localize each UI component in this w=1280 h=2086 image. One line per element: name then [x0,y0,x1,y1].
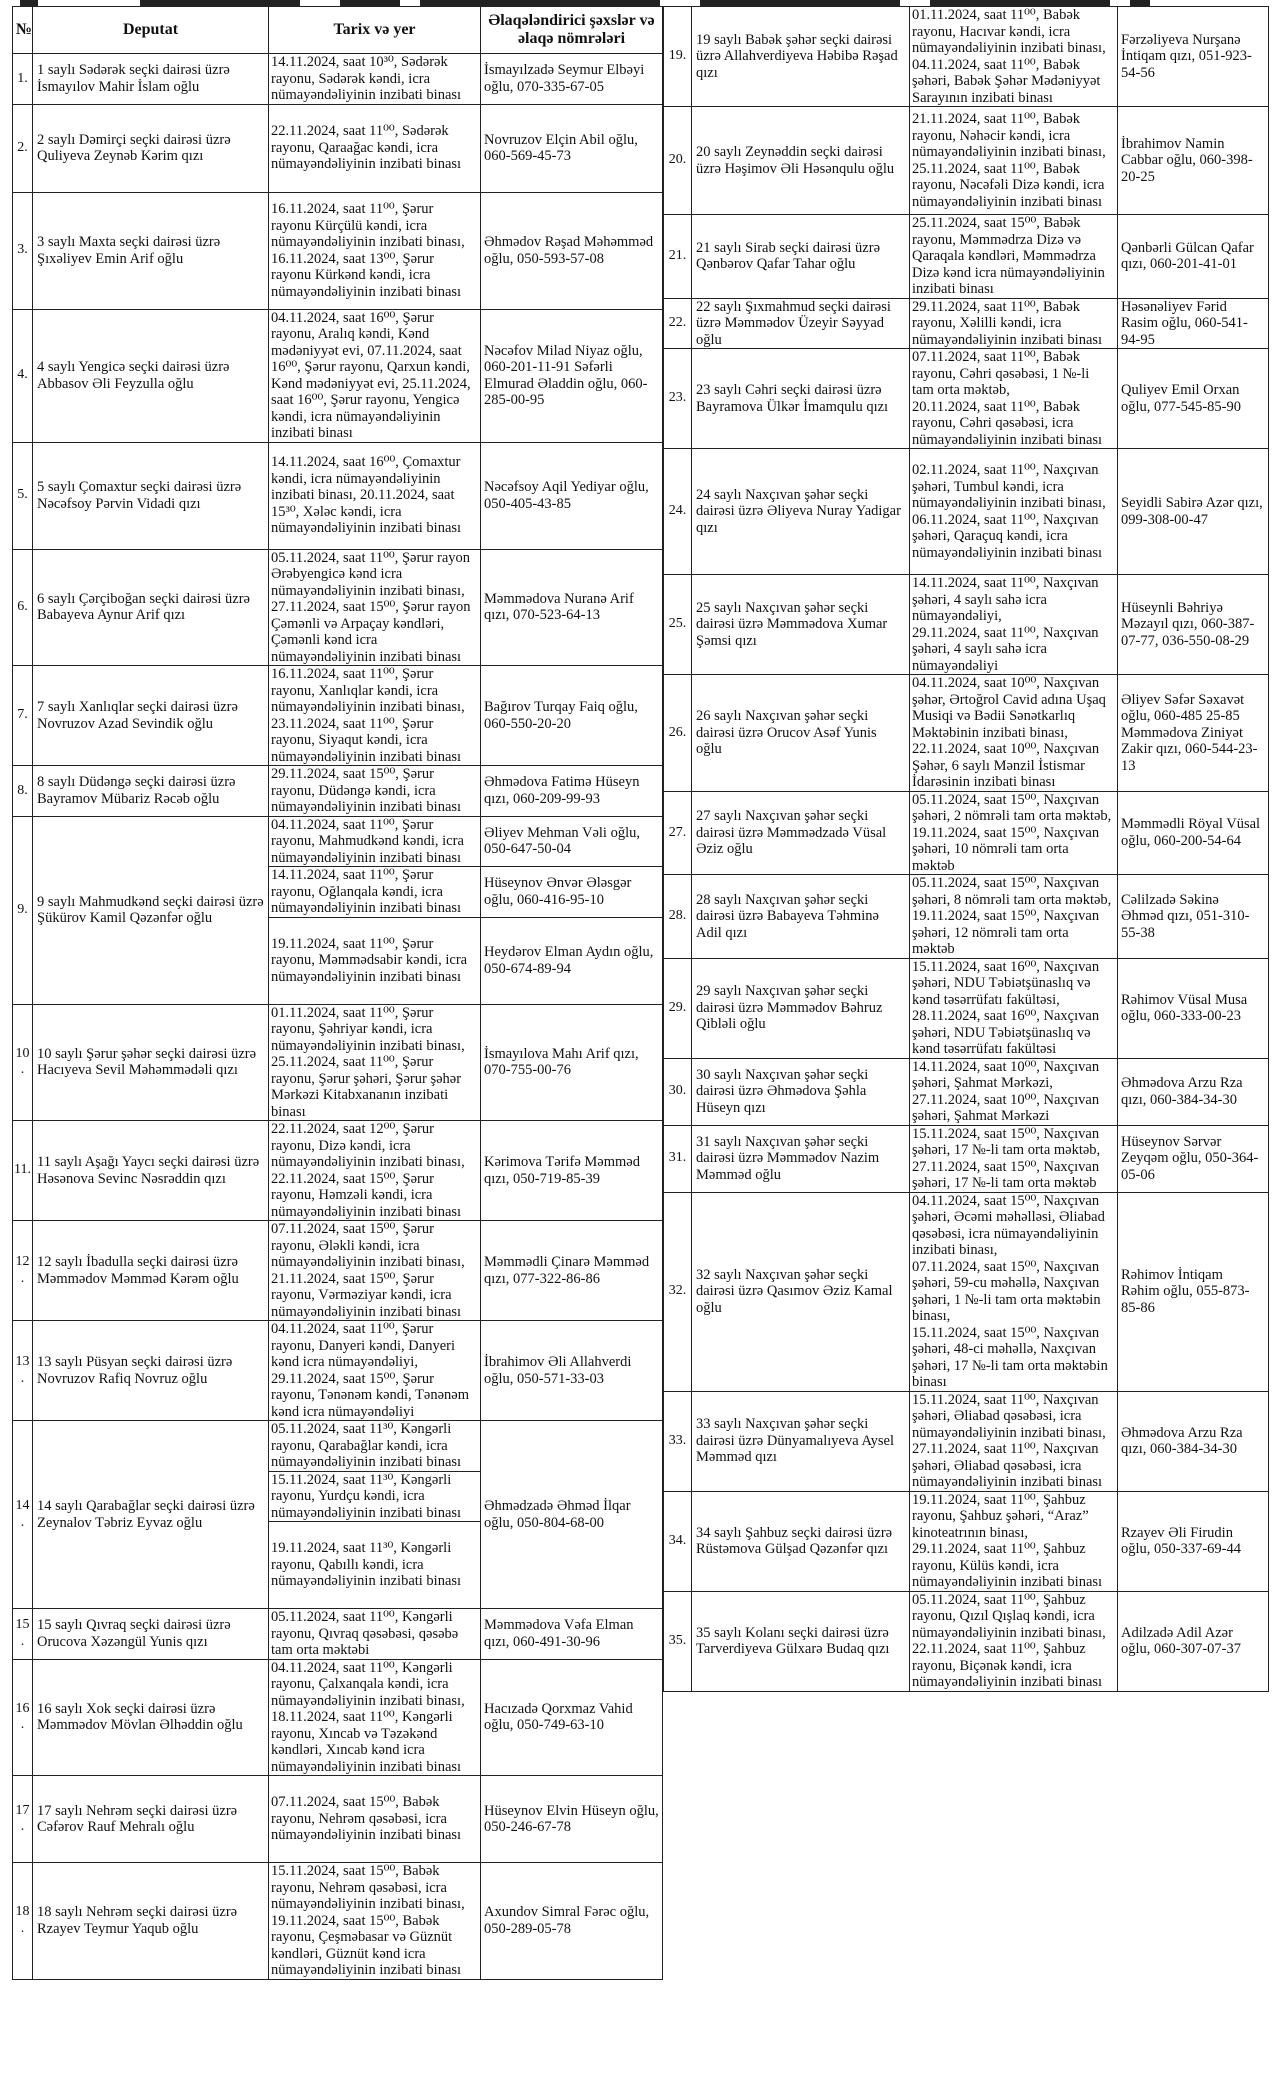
time-place-cell [269,1121,481,1221]
time-place-cell [269,442,481,549]
row-number: 34. [664,1491,692,1591]
row-number: 25. [664,575,692,675]
time-place-cell [269,104,481,192]
row-number: 32. [664,1192,692,1391]
time-place-entry: 27.11.2024, saat 15⁰⁰, Naxçıvan şəhəri, 17 №-li tam orta məktəb [912,1158,1100,1191]
contact-cell: İsmayılova Mahı Arif qızı, 070-755-00-76 [481,1004,663,1121]
contact-cell: İbrahimov Namin Cabbar oğlu, 060-398-20-25 [1118,107,1269,215]
table-row [664,1192,1269,1391]
table-row [13,1863,663,1980]
time-place-entry: 07.11.2024, saat 15⁰⁰, Naxçıvan şəhəri, 59-cu məhəllə, Naxçıvan şəhəri, 1 №-li tam orta məktəbin binası, [912,1258,1101,1324]
deputy-cell: 22 saylı Şıxmahmud seçki dairəsi üzrə Məmmədov Üzeyir Səyyad oğlu [692,298,910,349]
time-place-entry: 04.11.2024, saat 11⁰⁰, Kəngərli rayonu, Çalxanqala kəndi, icra nümayəndəliyinin inzibati binası, 18.11.2024, saat 11⁰⁰, Kəngərli rayonu, Xıncab və Təzəkənd kəndləri, Xıncab kənd icra nümayəndəliyinin inzibati binası [271,1659,465,1775]
row-number: 17. [13,1776,33,1863]
row-number: 24. [664,449,692,575]
contact-cell: Əhmədova Arzu Rza qızı, 060-384-34-30 [1118,1391,1269,1491]
row-number: 10. [13,1004,33,1121]
deputy-cell: 30 saylı Naxçıvan şəhər seçki dairəsi üzrə Əhmədova Şəhla Hüseyn qızı [692,1058,910,1125]
time-place-cell [910,349,1118,449]
table-row [664,1125,1269,1192]
row-number: 31. [664,1125,692,1192]
contact-cell: Məmmədova Nuranə Arif qızı, 070-523-64-13 [481,549,663,666]
table-row [13,309,663,442]
time-place-entry: 04.11.2024, saat 11⁰⁰, Şərur rayonu, Danyeri kəndi, Danyeri kənd icra nümayəndəliyi, 29.11.2024, saat 15⁰⁰, Şərur rayonu, Tənənəm kəndi, Tənənəm kənd icra nümayəndəliyi [271,1321,469,1420]
time-place-entry: 29.11.2024, saat 11⁰⁰, Şahbuz rayonu, Külüs kəndi, icra nümayəndəliyinin inzibati binası [912,1541,1103,1590]
schedule-table-left [12,6,663,1980]
contact-cell: Məmmədli Çinarə Məmməd qızı, 077-322-86-86 [481,1221,663,1321]
time-place-cell: 04.11.2024, saat 11⁰⁰, Şərur rayonu, Mahmudkənd kəndi, icra nümayəndəliyinin inzibati binası [269,816,481,867]
time-place-entry: 05.11.2024, saat 11⁰⁰, Şahbuz rayonu, Qızıl Qışlaq kəndi, icra nümayəndəliyinin inzibati binası, [912,1591,1106,1641]
contact-cell: Əhmədova Fatimə Hüseyn qızı, 060-209-99-93 [481,766,663,817]
row-number: 30. [664,1058,692,1125]
table-row [664,958,1269,1058]
time-place-cell [269,549,481,666]
table-row [664,1391,1269,1491]
time-place-entry: 04.11.2024, saat 16⁰⁰, Şərur rayonu, Aralıq kəndi, Kənd mədəniyyət evi, 07.11.2024, saat 16⁰⁰, Şərur rayonu, Qarxun kəndi, Kənd mədəniyyət evi, 25.11.2024, saat 16⁰⁰, Şərur rayonu, Yengicə kəndi, icra nümayəndəliyinin inzibati binası [271,309,471,441]
table-header-row [13,7,663,54]
deputy-cell: 9 saylı Mahmudkənd seçki dairəsi üzrə Şükürov Kamil Qəzənfər oğlu [33,816,269,1004]
time-place-cell [910,875,1118,959]
row-number: 3. [13,192,33,309]
time-place-entry: 19.11.2024, saat 11⁰⁰, Şahbuz rayonu, Şahbuz şəhəri, “Araz” kinoteatrının binası, [912,1491,1089,1541]
contact-cell: Həsənəliyev Fərid Rasim oğlu, 060-541-94-95 [1118,298,1269,349]
table-row [13,1609,663,1660]
contact-cell: Bağırov Turqay Faiq oğlu, 060-550-20-20 [481,666,663,766]
time-place-cell [910,575,1118,675]
row-number: 8. [13,766,33,817]
deputy-cell: 1 saylı Sədərək seçki dairəsi üzrə İsmayılov Mahir İslam oğlu [33,54,269,105]
row-number: 23. [664,349,692,449]
deputy-cell: 5 saylı Çomaxtur seçki dairəsi üzrə Nəcəfsoy Pərvin Vidadi qızı [33,442,269,549]
time-place-cell [910,1058,1118,1125]
contact-cell: Əliyev Mehman Vəli oğlu, 050-647-50-04 [481,816,663,867]
deputy-cell: 28 saylı Naxçıvan şəhər seçki dairəsi üzrə Babayeva Təhminə Adil qızı [692,875,910,959]
time-place-entry: 16.11.2024, saat 11⁰⁰, Şərur rayonu, Xanlıqlar kəndi, icra nümayəndəliyinin inzibati binası, 23.11.2024, saat 11⁰⁰, Şərur rayonu, Siyaqut kəndi, icra nümayəndəliyinin inzibati binası [271,666,465,765]
table-row [664,298,1269,349]
deputy-cell: 29 saylı Naxçıvan şəhər seçki dairəsi üzrə Məmmədov Bəhruz Qibləli oğlu [692,958,910,1058]
table-row [664,215,1269,299]
contact-cell: Rəhimov İntiqam Rəhim oğlu, 055-873-85-86 [1118,1192,1269,1391]
contact-cell: Hüseynli Bəhriyə Məzayıl qızı, 060-387-07-77, 036-550-08-29 [1118,575,1269,675]
contact-cell: Kərimova Tərifə Məmməd qızı, 050-719-85-39 [481,1121,663,1221]
table-row [664,575,1269,675]
schedule-table-right [663,6,1269,1692]
contact-cell: Nəcəfsoy Aqil Yediyar oğlu, 050-405-43-85 [481,442,663,549]
time-place-entry: 04.11.2024, saat 15⁰⁰, Naxçıvan şəhəri, Əcəmi məhəlləsi, Əliabad qəsəbəsi, icra nümayəndəliyinin inzibati binası, [912,1192,1105,1258]
row-number: 29. [664,958,692,1058]
time-place-cell [910,1192,1118,1391]
contact-cell: Axundov Simral Fərəc oğlu, 050-289-05-78 [481,1863,663,1980]
time-place-entry: 19.11.2024, saat 15⁰⁰, Naxçıvan şəhəri, 10 nömrəli tam orta məktəb [912,824,1100,874]
contact-cell: Məmmədova Vəfa Elman qızı, 060-491-30-96 [481,1609,663,1660]
contact-cell: Fərzəliyeva Nurşanə İntiqam qızı, 051-923-54-56 [1118,7,1269,107]
contact-cell: İbrahimov Əli Allahverdi oğlu, 050-571-33-03 [481,1321,663,1421]
row-number: 13. [13,1321,33,1421]
time-place-entry: 07.11.2024, saat 15⁰⁰, Babək rayonu, Nehrəm qəsəbəsi, icra nümayəndəliyinin inzibati binası [271,1794,462,1844]
time-place-entry: 16.11.2024, saat 11⁰⁰, Şərur rayonu Kürçülü kəndi, icra nümayəndəliyinin inzibati binası, 16.11.2024, saat 13⁰⁰, Şərur rayonu Kürkənd kəndi, icra nümayəndəliyinin inzibati binası [271,201,465,300]
deputy-cell: 31 saylı Naxçıvan şəhər seçki dairəsi üzrə Məmmədov Nazim Məmməd oğlu [692,1125,910,1192]
row-number: 12. [13,1221,33,1321]
time-place-cell [269,1321,481,1421]
table-row [13,1004,663,1121]
row-number: 15. [13,1609,33,1660]
row-number: 28. [664,875,692,959]
row-number: 9. [13,816,33,1004]
table-row [13,192,663,309]
table-row [13,1421,663,1472]
time-place-cell [910,1391,1118,1491]
deputy-cell: 4 saylı Yengicə seçki dairəsi üzrə Abbasov Əli Feyzulla oğlu [33,309,269,442]
deputy-cell: 16 saylı Xok seçki dairəsi üzrə Məmmədov Mövlan Əlhəddin oğlu [33,1659,269,1776]
time-place-cell [269,54,481,105]
row-number: 35. [664,1591,692,1691]
time-place-entry: 07.11.2024, saat 11⁰⁰, Babək rayonu, Cəhri qəsəbəsi, 1 №-li tam orta məktəb, [912,349,1090,398]
deputy-cell: 13 saylı Püsyan seçki dairəsi üzrə Novruzov Rafiq Novruz oğlu [33,1321,269,1421]
table-row [664,7,1269,107]
table-row [664,449,1269,575]
row-number: 33. [664,1391,692,1491]
row-number: 4. [13,309,33,442]
deputy-cell: 35 saylı Kolanı seçki dairəsi üzrə Tarverdiyeva Gülxarə Budaq qızı [692,1591,910,1691]
row-number: 5. [13,442,33,549]
table-row [664,791,1269,875]
deputy-cell: 32 saylı Naxçıvan şəhər seçki dairəsi üzrə Qasımov Əziz Kamal oğlu [692,1192,910,1391]
contact-cell: Rəhimov Vüsal Musa oğlu, 060-333-00-23 [1118,958,1269,1058]
contact-cell: Cəlilzadə Səkinə Əhməd qızı, 051-310-55-38 [1118,875,1269,959]
row-number: 18. [13,1863,33,1980]
deputy-cell: 8 saylı Düdəngə seçki dairəsi üzrə Bayramov Mübariz Rəcəb oğlu [33,766,269,817]
table-row [664,1491,1269,1591]
time-place-entry: 05.11.2024, saat 15⁰⁰, Naxçıvan şəhəri, 8 nömrəli tam orta məktəb, [912,875,1112,908]
row-number: 16. [13,1659,33,1776]
time-place-entry: 05.11.2024, saat 11⁰⁰, Şərur rayon Ərəbyengicə kənd icra nümayəndəliyinin inzibati binası, 27.11.2024, saat 15⁰⁰, Şərur rayon Çəmənli və Arpaçay kəndləri, Çəmənli kənd icra nümayəndəliyinin inzibati binası [271,549,471,665]
time-place-cell [910,7,1118,107]
time-place-entry: 20.11.2024, saat 11⁰⁰, Babək rayonu, Cəhri qəsəbəsi, icra nümayəndəliyinin inzibati binası [912,398,1103,448]
contact-cell: Adilzadə Adil Azər oğlu, 060-307-07-37 [1118,1591,1269,1691]
time-place-entry: 27.11.2024, saat 10⁰⁰, Naxçıvan şəhəri, Şahmat Mərkəzi [912,1091,1100,1124]
time-place-cell [269,1221,481,1321]
time-place-cell: 19.11.2024, saat 11⁰⁰, Şərur rayonu, Məmmədsabir kəndi, icra nümayəndəliyinin inzibati binası [269,917,481,1004]
row-number: 20. [664,107,692,215]
row-number: 22. [664,298,692,349]
time-place-entry: 28.11.2024, saat 16⁰⁰, Naxçıvan şəhəri, NDU Təbiətşünaslıq və kənd təsərrüfatı fakültəsi [912,1008,1100,1057]
time-place-entry: 15.11.2024, saat 15⁰⁰, Naxçıvan şəhəri, 17 №-li tam orta məktəb, [912,1125,1101,1158]
table-row [13,1121,663,1221]
time-place-entry: 15.11.2024, saat 15⁰⁰, Naxçıvan şəhəri, 48-ci məhəllə, Naxçıvan şəhəri, 17 №-li tam orta məktəbin binası [912,1324,1108,1390]
table-row [664,107,1269,215]
table-row [13,549,663,666]
table-row [13,1776,663,1863]
time-place-entry: 15.11.2024, saat 16⁰⁰, Naxçıvan şəhəri, NDU Təbiətşünaslıq və kənd təsərrüfatı fakültəsi, [912,958,1100,1008]
deputy-cell: 3 saylı Maxta seçki dairəsi üzrə Şıxəliyev Emin Arif oğlu [33,192,269,309]
contact-cell: Hüseynov Elvin Hüseyn oğlu, 050-246-67-78 [481,1776,663,1863]
header-contacts: Əlaqələndirici şəxslər və əlaqə nömrələri [481,7,663,54]
time-place-entry: 14.11.2024, saat 10³⁰, Sədərək rayonu, Sədərək kəndi, icra nümayəndəliyinin inzibati binası [271,54,462,103]
time-place-entry: 19.11.2024, saat 15⁰⁰, Naxçıvan şəhəri, 12 nömrəli tam orta məktəb [912,908,1100,957]
time-place-entry: 06.11.2024, saat 11⁰⁰, Naxçıvan şəhəri, Qaraçuq kəndi, icra nümayəndəliyinin inzibati binası [912,511,1103,561]
deputy-cell: 26 saylı Naxçıvan şəhər seçki dairəsi üzrə Orucov Asəf Yunis oğlu [692,675,910,792]
time-place-entry: 29.11.2024, saat 11⁰⁰, Babək rayonu, Xəlilli kəndi, icra nümayəndəliyinin inzibati binası [912,298,1103,348]
time-place-cell [269,1609,481,1660]
contact-cell: Əhmədzadə Əhməd İlqar oğlu, 050-804-68-00 [481,1421,663,1609]
time-place-cell [910,1491,1118,1591]
time-place-entry: 15.11.2024, saat 11⁰⁰, Naxçıvan şəhəri, Əliabad qəsəbəsi, icra nümayəndəliyinin inzibati binası, [912,1391,1106,1441]
table-row [664,875,1269,959]
time-place-cell [910,1591,1118,1691]
deputy-cell: 18 saylı Nehrəm seçki dairəsi üzrə Rzayev Teymur Yaqub oğlu [33,1863,269,1980]
time-place-cell [269,766,481,817]
time-place-entry: 25.11.2024, saat 11⁰⁰, Babək rayonu, Nəcəfəli Dizə kəndi, icra nümayəndəliyinin inzibati binası [912,160,1105,210]
time-place-entry: 05.11.2024, saat 15⁰⁰, Naxçıvan şəhəri, 2 nömrəli tam orta məktəb, [912,791,1112,824]
time-place-cell [269,192,481,309]
table-row [13,816,663,867]
time-place-entry: 01.11.2024, saat 11⁰⁰, Şərur rayonu, Şəhriyar kəndi, icra nümayəndəliyinin inzibati binası, 25.11.2024, saat 11⁰⁰, Şərur rayonu, Şərur şəhəri, Şərur şəhər Mərkəzi Kitabxananın inzibati binası [271,1004,465,1120]
time-place-entry: 14.11.2024, saat 11⁰⁰, Naxçıvan şəhəri, 4 saylı sahə icra nümayəndəliyi, [912,575,1099,624]
time-place-entry: 22.11.2024, saat 11⁰⁰, Sədərək rayonu, Qaraağac kəndi, icra nümayəndəliyinin inzibati binası [271,123,462,173]
deputy-cell: 20 saylı Zeynəddin seçki dairəsi üzrə Həşimov Əli Həsənqulu oğlu [692,107,910,215]
time-place-cell [910,675,1118,792]
time-place-cell [910,107,1118,215]
deputy-cell: 25 saylı Naxçıvan şəhər seçki dairəsi üzrə Məmmədova Xumar Şəmsi qızı [692,575,910,675]
contact-cell: Rzayev Əli Firudin oğlu, 050-337-69-44 [1118,1491,1269,1591]
deputy-cell: 2 saylı Dəmirçi seçki dairəsi üzrə Quliyeva Zeynəb Kərim qızı [33,104,269,192]
table-row [664,349,1269,449]
contact-cell: Seyidli Sabirə Azər qızı, 099-308-00-47 [1118,449,1269,575]
row-number: 21. [664,215,692,299]
table-row [13,1321,663,1421]
contact-cell: Heydərov Elman Aydın oğlu, 050-674-89-94 [481,917,663,1004]
table-row [13,104,663,192]
time-place-entry: 02.11.2024, saat 11⁰⁰, Naxçıvan şəhəri, Tumbul kəndi, icra nümayəndəliyinin inzibati binası, [912,462,1106,511]
row-number: 27. [664,791,692,875]
row-number: 1. [13,54,33,105]
deputy-cell: 6 saylı Çərçiboğan seçki dairəsi üzrə Babayeva Aynur Arif qızı [33,549,269,666]
table-row [13,1221,663,1321]
table-row [13,442,663,549]
time-place-cell [910,958,1118,1058]
row-number: 6. [13,549,33,666]
deputy-cell: 21 saylı Sirab seçki dairəsi üzrə Qənbərov Qafar Tahar oğlu [692,215,910,299]
time-place-entry: 25.11.2024, saat 15⁰⁰, Babək rayonu, Məmmədrza Dizə və Qaraqala kəndləri, Məmmədrza Dizə kənd icra nümayəndəliyinin inzibati binası [912,215,1105,297]
table-row [664,1591,1269,1691]
table-row [13,766,663,817]
time-place-entry: 15.11.2024, saat 15⁰⁰, Babək rayonu, Nehrəm qəsəbəsi, icra nümayəndəliyinin inzibati binası, 19.11.2024, saat 15⁰⁰, Babək rayonu, Çeşməbasar və Güznüt kəndləri, Güznüt kənd icra nümayəndəliyinin inzibati binası [271,1863,465,1978]
time-place-cell [269,666,481,766]
deputy-cell: 27 saylı Naxçıvan şəhər seçki dairəsi üzrə Məmmədzadə Vüsal Əziz oğlu [692,791,910,875]
time-place-cell: 05.11.2024, saat 11³⁰, Kəngərli rayonu, Qarabağlar kəndi, icra nümayəndəliyinin inzibati binası [269,1421,481,1472]
deputy-cell: 12 saylı İbadulla seçki dairəsi üzrə Məmmədov Məmməd Kərəm oğlu [33,1221,269,1321]
time-place-entry: 21.11.2024, saat 11⁰⁰, Babək rayonu, Nəhəcir kəndi, icra nümayəndəliyinin inzibati binası, [912,111,1106,160]
table-row [13,666,663,766]
time-place-entry: 22.11.2024, saat 12⁰⁰, Şərur rayonu, Dizə kəndi, icra nümayəndəliyinin inzibati binası, 22.11.2024, saat 15⁰⁰, Şərur rayonu, Həmzəli kəndi, icra nümayəndəliyinin inzibati binası [271,1121,465,1220]
time-place-entry: 29.11.2024, saat 11⁰⁰, Naxçıvan şəhəri, 4 saylı sahə icra nümayəndəliyi [912,624,1099,674]
deputy-cell: 23 saylı Cəhri seçki dairəsi üzrə Bayramova Ülkər İmamqulu qızı [692,349,910,449]
row-number: 11. [13,1121,33,1221]
contact-cell: Əhmədova Arzu Rza qızı, 060-384-34-30 [1118,1058,1269,1125]
time-place-cell [910,791,1118,875]
time-place-cell [910,215,1118,299]
time-place-cell [910,449,1118,575]
time-place-entry: 29.11.2024, saat 15⁰⁰, Şərur rayonu, Düdəngə kəndi, icra nümayəndəliyinin inzibati binası [271,766,462,815]
table-row [664,1058,1269,1125]
time-place-entry: 14.11.2024, saat 10⁰⁰, Naxçıvan şəhəri, Şahmat Mərkəzi, [912,1058,1100,1091]
time-place-cell [269,1863,481,1980]
time-place-entry: 14.11.2024, saat 16⁰⁰, Çomaxtur kəndi, icra nümayəndəliyinin inzibati binası, 20.11.2024, saat 15³⁰, Xələc kəndi, icra nümayəndəliyinin inzibati binası [271,454,462,537]
deputy-cell: 34 saylı Şahbuz seçki dairəsi üzrə Rüstəmova Gülşad Qəzənfər qızı [692,1491,910,1591]
time-place-entry: 05.11.2024, saat 11⁰⁰, Kəngərli rayonu, Qıvraq qəsəbəsi, qəsəbə tam orta məktəbi [271,1609,459,1658]
time-place-cell [910,1125,1118,1192]
row-number: 26. [664,675,692,792]
deputy-cell: 11 saylı Aşağı Yaycı seçki dairəsi üzrə Həsənova Sevinc Nəsrəddin qızı [33,1121,269,1221]
time-place-cell [910,298,1118,349]
header-deputy: Deputat [33,7,269,54]
deputy-cell: 7 saylı Xanlıqlar seçki dairəsi üzrə Novruzov Azad Sevindik oğlu [33,666,269,766]
time-place-entry: 27.11.2024, saat 11⁰⁰, Naxçıvan şəhəri, Əliabad qəsəbəsi, icra nümayəndəliyinin inzibati binası [912,1441,1103,1490]
time-place-cell [269,1004,481,1121]
table-row [664,675,1269,792]
row-number: 14. [13,1421,33,1609]
contact-cell: Əhmədov Rəşad Məhəmməd oğlu, 050-593-57-08 [481,192,663,309]
time-place-cell [269,1776,481,1863]
deputy-cell: 33 saylı Naxçıvan şəhər seçki dairəsi üzrə Dünyamalıyeva Aysel Məmməd qızı [692,1391,910,1491]
contact-cell: Quliyev Emil Orxan oğlu, 077-545-85-90 [1118,349,1269,449]
time-place-entry: 07.11.2024, saat 15⁰⁰, Şərur rayonu, Ələkli kəndi, icra nümayəndəliyinin inzibati binası, 21.11.2024, saat 15⁰⁰, Şərur rayonu, Vərməziyar kəndi, icra nümayəndəliyinin inzibati binası [271,1221,465,1320]
time-place-cell: 15.11.2024, saat 11³⁰, Kəngərli rayonu, Yurdçu kəndi, icra nümayəndəliyinin inzibati binası [269,1471,481,1522]
time-place-entry: 04.11.2024, saat 10⁰⁰, Naxçıvan şəhər, Ərtoğrol Cavid adına Uşaq Musiqi və Bədii Sənətkarlıq Məktəbinin inzibati binası, [912,675,1106,741]
contact-cell: Qənbərli Gülcan Qafar qızı, 060-201-41-01 [1118,215,1269,299]
table-row [13,54,663,105]
time-place-entry: 22.11.2024, saat 10⁰⁰, Naxçıvan Şəhər, 6 saylı Mənzil İstismar İdarəsinin inzibati binası [912,741,1100,790]
deputy-cell: 15 saylı Qıvraq seçki dairəsi üzrə Orucova Xəzəngül Yunis qızı [33,1609,269,1660]
header-time-place: Tarix və yer [269,7,481,54]
contact-cell: Novruzov Elçin Abil oğlu, 060-569-45-73 [481,104,663,192]
deputy-cell: 19 saylı Babək şəhər seçki dairəsi üzrə Allahverdiyeva Həbibə Rəşad qızı [692,7,910,107]
deputy-cell: 14 saylı Qarabağlar seçki dairəsi üzrə Zeynalov Təbriz Eyvaz oğlu [33,1421,269,1609]
time-place-cell: 19.11.2024, saat 11³⁰, Kəngərli rayonu, Qabıllı kəndi, icra nümayəndəliyinin inzibati binası [269,1522,481,1609]
header-num: № [13,7,33,54]
time-place-cell [269,1659,481,1776]
contact-cell: Hüseynov Ənvər Ələsgər oğlu, 060-416-95-10 [481,867,663,918]
row-number: 2. [13,104,33,192]
row-number: 7. [13,666,33,766]
contact-cell: Əliyev Səfər Səxavət oğlu, 060-485 25-85 Məmmədova Ziniyət Zakir qızı, 060-544-23-13 [1118,675,1269,792]
contact-cell: İsmayılzadə Seymur Elbəyi oğlu, 070-335-67-05 [481,54,663,105]
contact-cell: Nəcəfov Milad Niyaz oğlu, 060-201-11-91 Səfərli Elmurad Əladdin oğlu, 060-285-00-95 [481,309,663,442]
time-place-entry: 01.11.2024, saat 11⁰⁰, Babək rayonu, Hacıvar kəndi, icra nümayəndəliyinin inzibati binası, 04.11.2024, saat 11⁰⁰, Babək şəhəri, Babək Şəhər Mədəniyyət Sarayının inzibati binası [912,7,1106,106]
deputy-cell: 24 saylı Naxçıvan şəhər seçki dairəsi üzrə Əliyeva Nuray Yadigar qızı [692,449,910,575]
contact-cell: Hacızadə Qorxmaz Vahid oğlu, 050-749-63-10 [481,1659,663,1776]
contact-cell: Hüseynov Sərvər Zeyqəm oğlu, 050-364-05-06 [1118,1125,1269,1192]
table-row [13,1659,663,1776]
contact-cell: Məmmədli Röyal Vüsal oğlu, 060-200-54-64 [1118,791,1269,875]
deputy-cell: 10 saylı Şərur şəhər seçki dairəsi üzrə Hacıyeva Sevil Məhəmmədəli qızı [33,1004,269,1121]
time-place-cell [269,309,481,442]
deputy-cell: 17 saylı Nehrəm seçki dairəsi üzrə Cəfərov Rauf Mehralı oğlu [33,1776,269,1863]
time-place-cell: 14.11.2024, saat 11⁰⁰, Şərur rayonu, Oğlanqala kəndi, icra nümayəndəliyinin inzibati binası [269,867,481,918]
row-number: 19. [664,7,692,107]
time-place-entry: 22.11.2024, saat 11⁰⁰, Şahbuz rayonu, Biçənək kəndi, icra nümayəndəliyinin inzibati binası [912,1641,1103,1690]
